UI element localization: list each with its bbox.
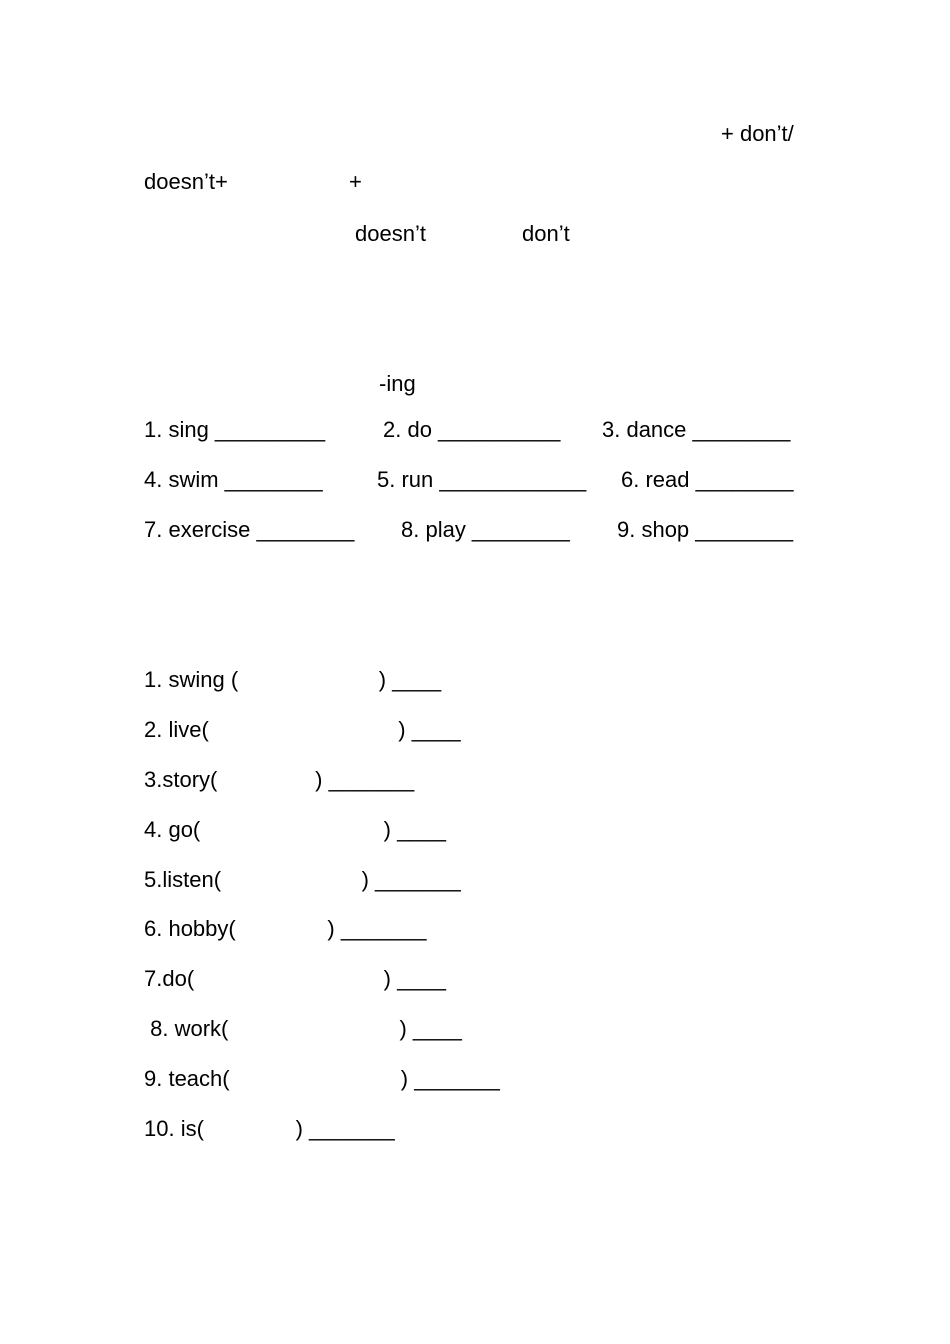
intro-line2-start: doesn’t+ <box>144 169 228 194</box>
ing-item-2: 2. do __________ <box>383 417 561 442</box>
intro-line3-dont: don’t <box>522 221 570 246</box>
ing-item-5: 5. run ____________ <box>377 467 587 492</box>
ing-item-9: 9. shop ________ <box>617 517 794 542</box>
ing-item-3: 3. dance ________ <box>602 417 791 442</box>
ing-item-7: 7. exercise ________ <box>144 517 355 542</box>
word-item-5: 5.listen( ) _______ <box>144 867 461 892</box>
ing-item-6: 6. read ________ <box>621 467 794 492</box>
word-item-6: 6. hobby( ) _______ <box>144 916 427 941</box>
ing-item-8: 8. play ________ <box>401 517 570 542</box>
word-item-2: 2. live( ) ____ <box>144 717 461 742</box>
word-item-3: 3.story( ) _______ <box>144 767 415 792</box>
intro-line1-end: + don’t/ <box>721 121 794 146</box>
word-item-4: 4. go( ) ____ <box>144 817 447 842</box>
word-item-8: 8. work( ) ____ <box>144 1016 462 1041</box>
ing-item-1: 1. sing _________ <box>144 417 326 442</box>
word-item-9: 9. teach( ) _______ <box>144 1066 500 1091</box>
word-item-10: 10. is( ) _______ <box>144 1116 395 1141</box>
word-item-1: 1. swing ( ) ____ <box>144 667 442 692</box>
ing-item-4: 4. swim ________ <box>144 467 323 492</box>
intro-line3-doesnt: doesn’t <box>355 221 426 246</box>
intro-line2-plus: + <box>349 169 362 194</box>
section-ing-heading: -ing <box>379 371 416 396</box>
word-item-7: 7.do( ) ____ <box>144 966 447 991</box>
